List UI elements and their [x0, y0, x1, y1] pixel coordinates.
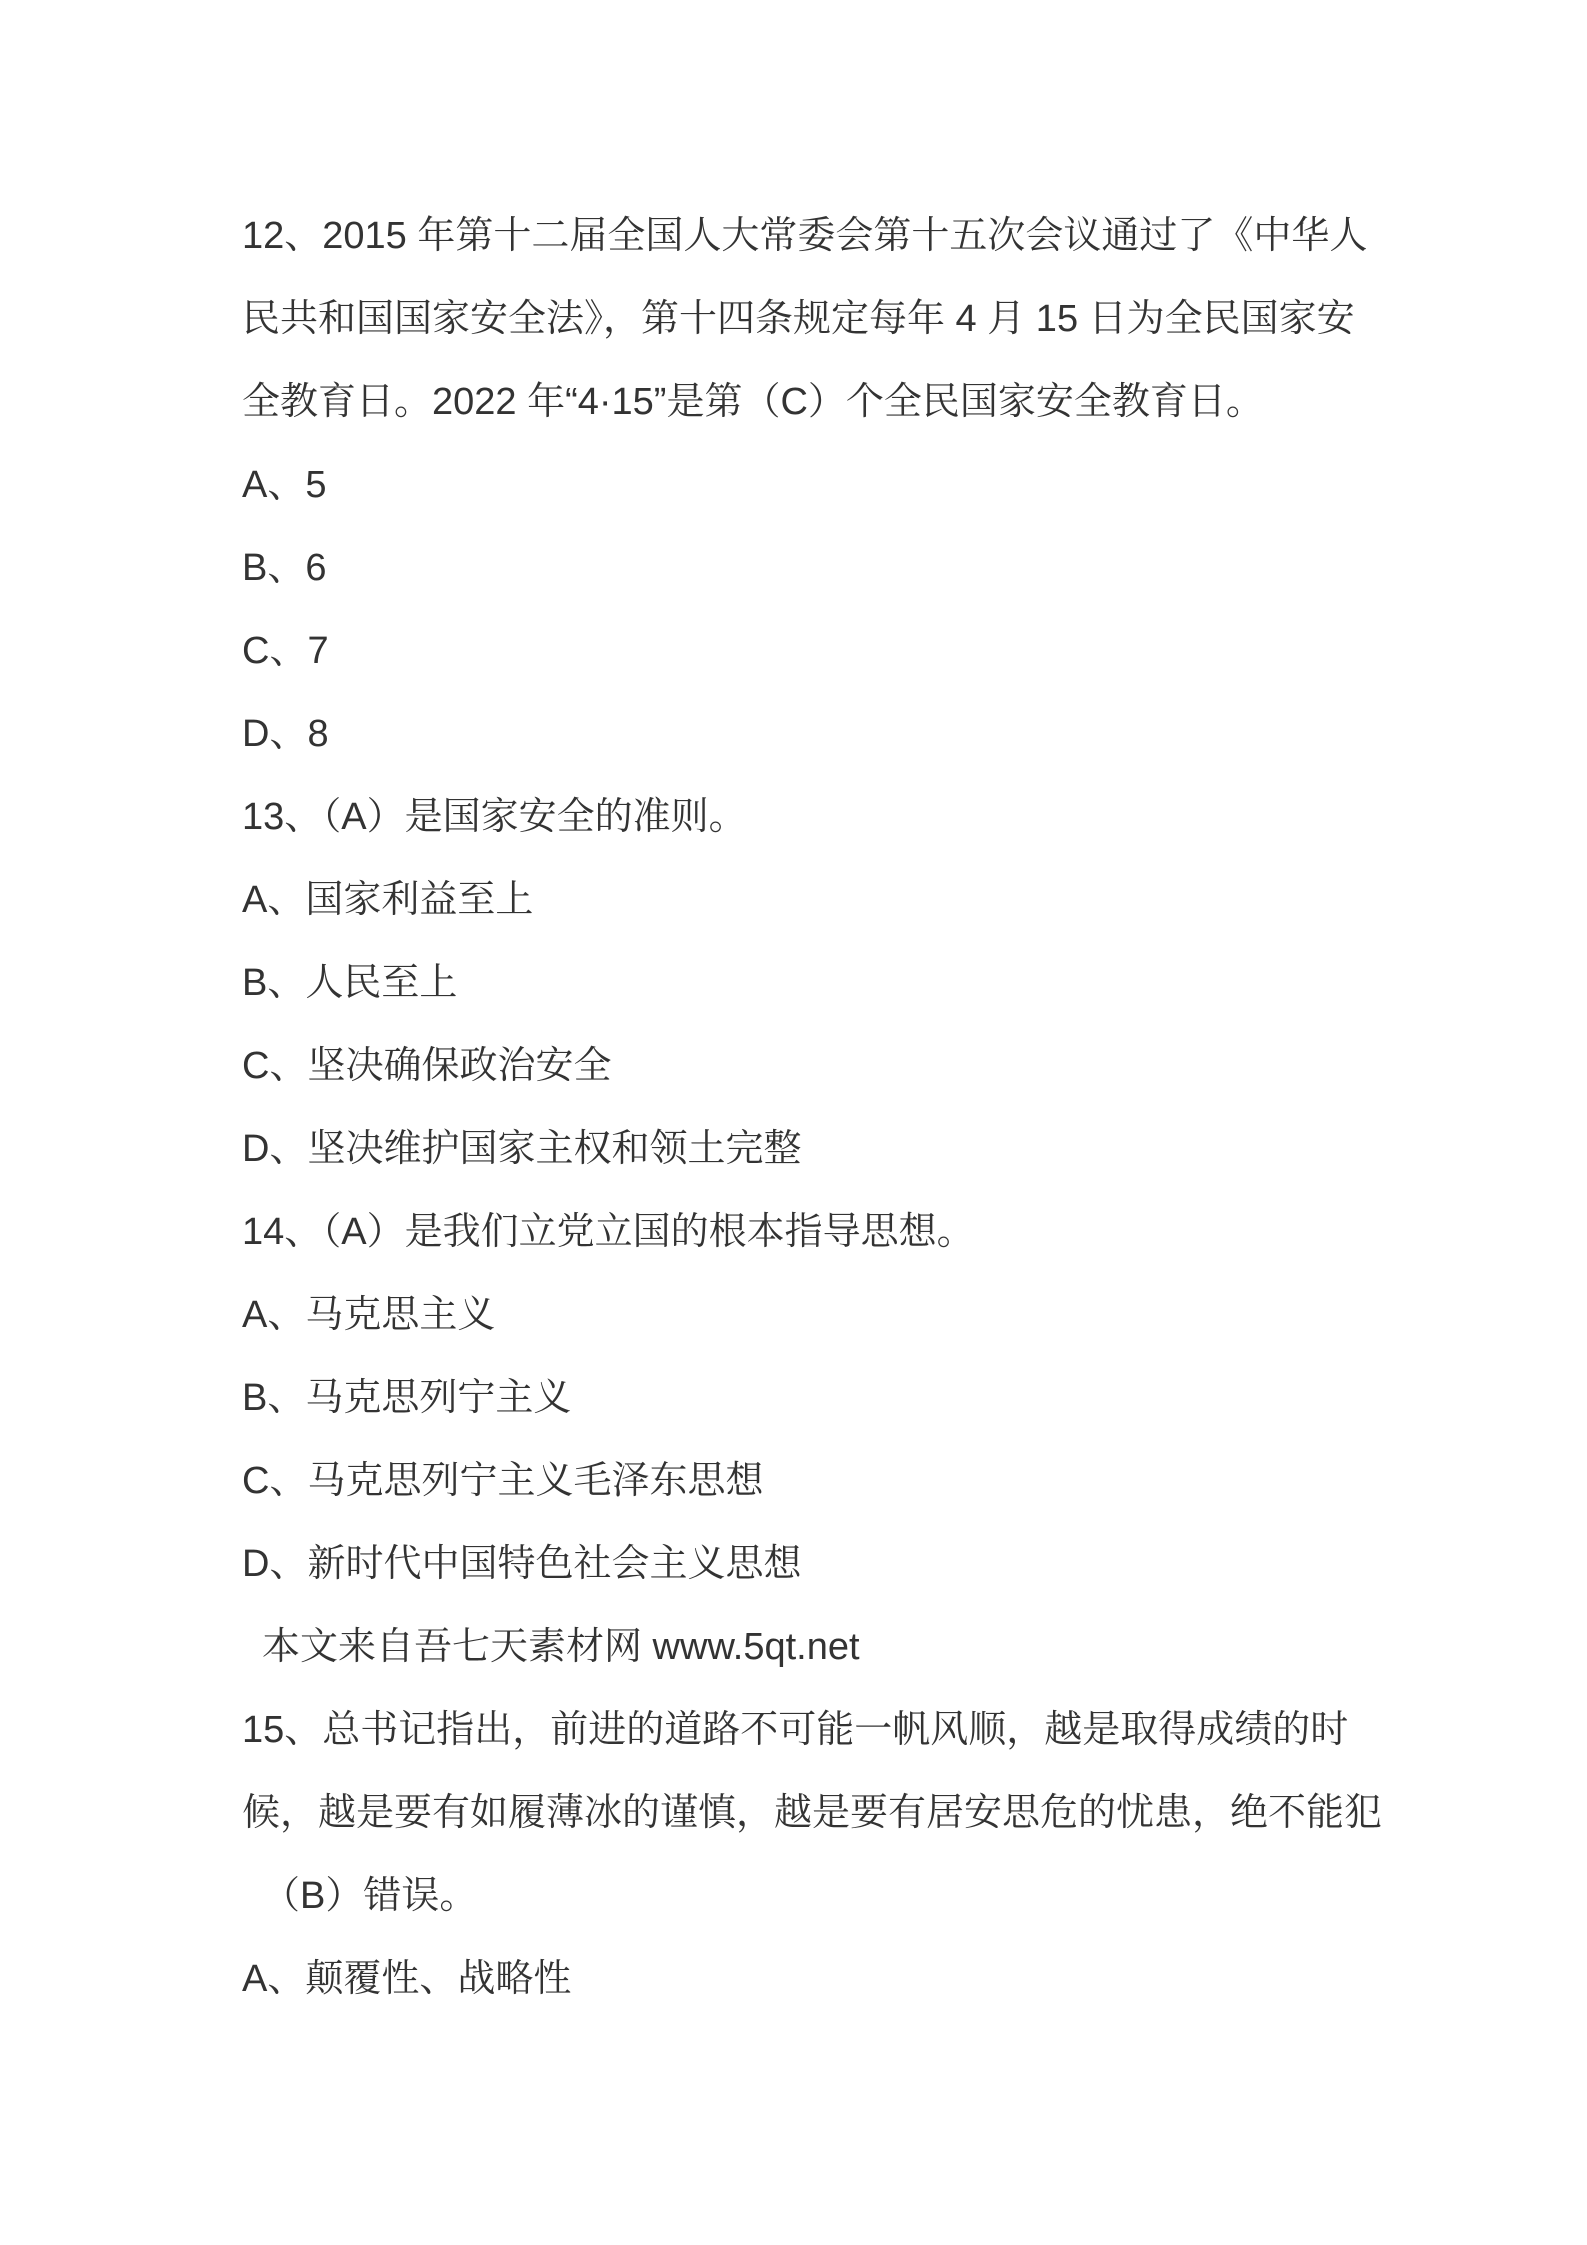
- question-14-option-c: C、马克思列宁主义毛泽东思想: [242, 1460, 764, 1502]
- question-13-option-c: C、坚决确保政治安全: [242, 1045, 612, 1087]
- question-12-block: [242, 195, 1497, 776]
- question-15-option-a: A、颠覆性、战略性: [242, 1958, 572, 2000]
- question-15-stem-line-3: （B）错误。: [262, 1875, 478, 1917]
- question-15-block: [242, 1689, 1497, 2021]
- question-12-stem-line-1: 12、2015 年第十二届全国人大常委会第十五次会议通过了《中华人: [242, 215, 1368, 257]
- question-12-option-a: A、5: [242, 464, 327, 506]
- question-14-option-d: D、新时代中国特色社会主义思想: [242, 1543, 802, 1585]
- question-12-option-c: C、7: [242, 630, 329, 672]
- question-14-stem-line-1: 14、（A）是我们立党立国的根本指导思想。: [242, 1211, 975, 1253]
- question-12-option-b: B、6: [242, 547, 327, 589]
- question-14-option-b: B、马克思列宁主义: [242, 1377, 572, 1419]
- question-15-stem-line-1: 15、总书记指出，前进的道路不可能一帆风顺，越是取得成绩的时: [242, 1709, 1349, 1751]
- question-13-option-b: B、人民至上: [242, 962, 458, 1004]
- question-13-stem-line-1: 13、（A）是国家安全的准则。: [242, 796, 747, 838]
- question-12-stem-line-3: 全教育日。2022 年“4·15”是第（C）个全民国家安全教育日。: [242, 381, 1264, 423]
- question-13-option-d: D、坚决维护国家主权和领土完整: [242, 1128, 802, 1170]
- question-14-option-a: A、马克思主义: [242, 1294, 496, 1336]
- question-13-option-a: A、国家利益至上: [242, 879, 534, 921]
- question-12-option-d: D、8: [242, 713, 329, 755]
- watermark-text: 本文来自吾七天素材网 www.5qt.net: [262, 1626, 860, 1668]
- question-12-stem-line-2: 民共和国国家安全法》，第十四条规定每年 4 月 15 日为全民国家安: [242, 298, 1355, 340]
- question-14-block: [242, 1191, 1497, 1606]
- question-13-block: [242, 776, 1497, 1191]
- question-15-stem-line-2: 候，越是要有如履薄冰的谨慎，越是要有居安思危的忧患，绝不能犯: [242, 1792, 1383, 1834]
